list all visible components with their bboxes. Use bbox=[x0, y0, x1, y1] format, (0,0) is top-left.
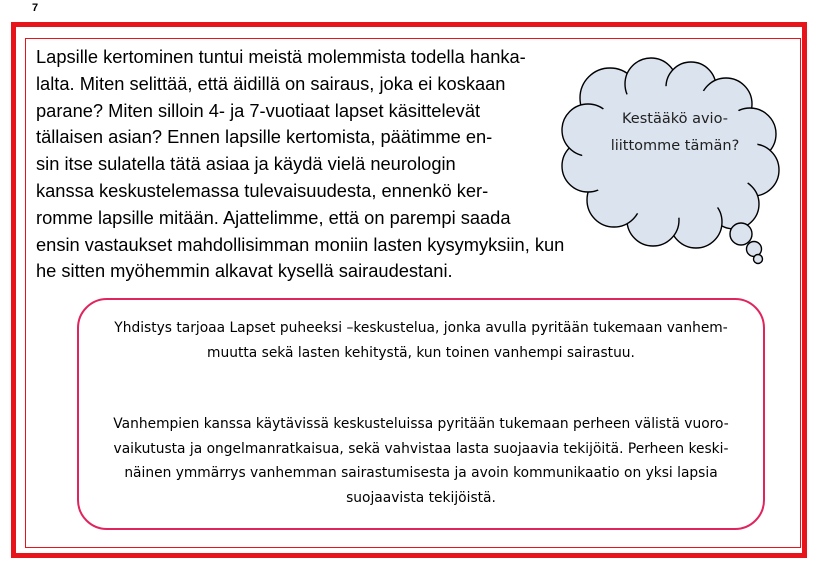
info-line: näinen ymmärrys vanhemman sairastumisesta ja avoin kommunikaatio on yksi lapsia bbox=[124, 465, 718, 481]
story-line: romme lapsille mitään. Ajattelimme, että on parempi saada bbox=[36, 206, 511, 228]
story-line: sin itse sulatella tätä asiaa ja käydä vielä neurologin bbox=[36, 153, 456, 175]
story-line: tällaisen asian? Ennen lapsille kertomista, päätimme en- bbox=[36, 126, 493, 148]
info-paragraph-1 bbox=[90, 316, 752, 365]
info-line: suojaavista tekijöistä. bbox=[346, 489, 496, 506]
thought-line: Kestääkö avio- bbox=[622, 111, 728, 127]
info-line: Yhdistys tarjoaa Lapset puheeksi –keskustelua, jonka avulla pyritään tukemaan vanhem- bbox=[114, 320, 728, 336]
thought-bubble-icon bbox=[548, 54, 788, 272]
info-line: Vanhempien kanssa käytävissä keskusteluissa pyritään tukemaan perheen välistä vuoro- bbox=[113, 416, 729, 432]
story-line: ensin vastaukset mahdollisimman moniin lasten kysymyksiin, kun bbox=[36, 233, 565, 255]
story-line: lalta. Miten selittää, että äidillä on sairaus, joka ei koskaan bbox=[36, 72, 506, 94]
info-line: muutta sekä lasten kehitystä, kun toinen vanhempi sairastuu. bbox=[207, 344, 635, 361]
info-paragraph-2 bbox=[90, 412, 752, 510]
story-line: parane? Miten silloin 4- ja 7-vuotiaat lapset käsittelevät bbox=[36, 99, 481, 121]
story-line: he sitten myöhemmin alkavat kysellä sairaudestani. bbox=[36, 260, 453, 282]
info-line: vaikutusta ja ongelmanratkaisua, sekä vahvistaa lasta suojaavia tekijöitä. Perheen keski- bbox=[113, 440, 729, 457]
thought-line: liittomme tämän? bbox=[610, 138, 740, 154]
story-paragraph bbox=[36, 44, 636, 285]
story-line: kanssa keskustelemassa tulevaisuudesta, ennenkö ker- bbox=[36, 179, 489, 201]
story-line: Lapsille kertominen tuntui meistä molemmista todella hanka- bbox=[36, 46, 526, 67]
page-number: 7 bbox=[32, 2, 39, 14]
thought-bubble-text bbox=[596, 106, 754, 160]
